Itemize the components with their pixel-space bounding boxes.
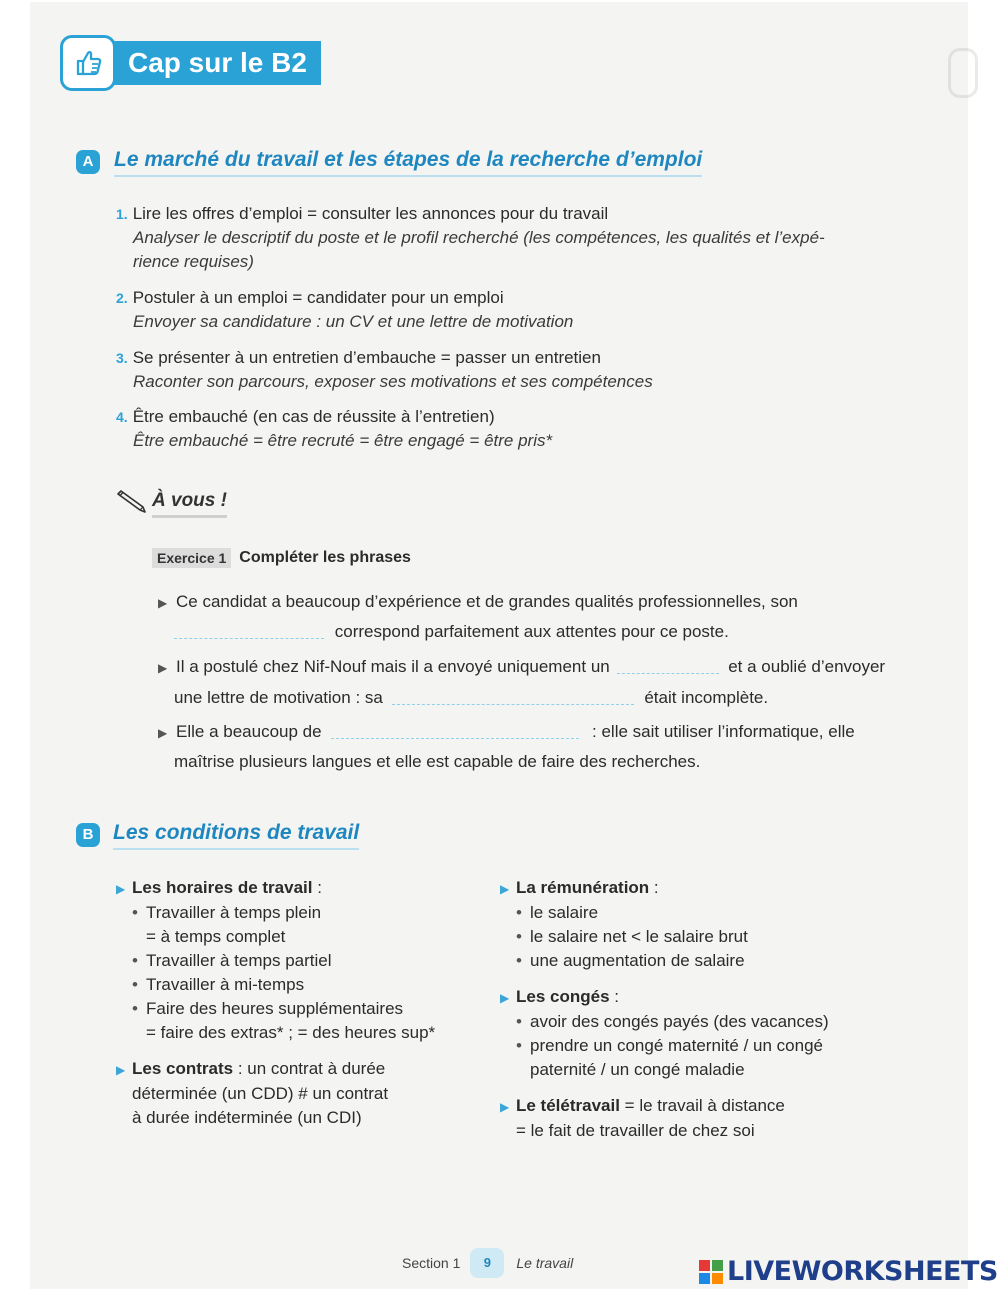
bullet-dot-icon: • — [132, 975, 138, 994]
exercise-sentence: ▶ Ce candidat a beaucoup d’expérience et de grandes qualités professionnelles, son — [158, 590, 928, 615]
triangle-bullet-icon: ▶ — [158, 726, 168, 740]
list-item — [116, 346, 926, 394]
section-a-title: Le marché du travail et les étapes de la recherche d’emploi — [114, 148, 702, 177]
logo-grid-icon — [699, 1260, 723, 1284]
exercise-sentence-cont: correspond parfaitement aux attentes pour ce poste. — [174, 620, 934, 644]
item-sub: Raconter son parcours, exposer ses motivations et ses compétences — [133, 372, 653, 391]
item-sub: rience requises) — [133, 252, 254, 271]
item-main: Postuler à un emploi = candidater pour un emploi — [132, 288, 504, 307]
footer-section: Section 1 — [402, 1255, 461, 1271]
section-b-title: Les conditions de travail — [113, 821, 359, 850]
logo-text: LIVEWORKSHEETS — [727, 1256, 998, 1287]
section-a-badge: A — [76, 150, 100, 174]
pencil-icon — [114, 488, 150, 521]
exercise-label: Exercice 1 — [152, 548, 231, 568]
bullet-dot-icon: • — [516, 927, 522, 946]
item-number: 1. — [116, 206, 128, 222]
conditions-left-column: ▶ Les horaires de travail : • Travailler à temps plein = à temps complet • Travailler à temps partiel • Travailler à mi-temps • Faire des heures supplémentaires = faire des extras* ; = des heures sup* ▶ Les contrats : un contrat à durée déterminée (un CDD) # un contrat à durée indéterminée (un CDI) — [116, 878, 436, 1127]
bullet-dot-icon: • — [132, 999, 138, 1018]
list-item — [116, 286, 926, 334]
triangle-bullet-icon: ▶ — [500, 882, 510, 896]
item-sub: Être embauché = être recruté = être engagé = être pris* — [133, 431, 553, 450]
item-sub: Envoyer sa candidature : un CV et une lettre de motivation — [133, 312, 574, 331]
footer-chapter: Le travail — [516, 1255, 574, 1271]
bullet-dot-icon: • — [516, 1036, 522, 1055]
triangle-bullet-icon: ▶ — [500, 991, 510, 1005]
exercise-sentence-cont: une lettre de motivation : sa était incomplète. — [174, 688, 769, 707]
header-banner — [60, 35, 321, 91]
triangle-bullet-icon: ▶ — [158, 661, 168, 675]
list-item — [116, 405, 926, 453]
exercise-sentence-cont: maîtrise plusieurs langues et elle est capable de faire des recherches. — [174, 752, 701, 771]
item-main: Lire les offres d’emploi = consulter les annonces pour du travail — [132, 204, 609, 223]
exercise-sentence: ▶ Il a postulé chez Nif-Nouf mais il a envoyé uniquement un et a oublié d’envoyer — [158, 655, 933, 680]
section-b-badge: B — [76, 823, 100, 847]
exercise-sentence: ▶ Elle a beaucoup de : elle sait utiliser l’informatique, elle — [158, 720, 928, 745]
liveworksheets-logo — [699, 1256, 998, 1287]
exercise-header — [152, 548, 411, 568]
bullet-dot-icon: • — [516, 951, 522, 970]
item-number: 3. — [116, 350, 128, 366]
item-sub: Analyser le descriptif du poste et le profil recherché (les compétences, les qualités et l’expé- — [133, 228, 825, 247]
bullet-dot-icon: • — [132, 951, 138, 970]
bullet-dot-icon: • — [516, 903, 522, 922]
item-number: 4. — [116, 409, 128, 425]
bleed-through-mark — [948, 48, 978, 98]
answer-blank[interactable] — [174, 622, 324, 639]
item-main: Être embauché (en cas de réussite à l’entretien) — [132, 407, 495, 426]
exercise-title: Compléter les phrases — [239, 549, 411, 566]
answer-blank[interactable] — [331, 722, 579, 739]
thumbs-up-icon — [60, 35, 116, 91]
bullet-dot-icon: • — [516, 1012, 522, 1031]
answer-blank[interactable] — [617, 657, 719, 674]
triangle-bullet-icon: ▶ — [116, 882, 126, 896]
page-title: Cap sur le B2 — [112, 41, 321, 85]
conditions-right-column: ▶ La rémunération : • le salaire • le salaire net < le salaire brut • une augmentation de salaire ▶ Les congés : • avoir des congés payés (des vacances) • prendre un congé maternité / un congé paternité / un congé maladie ▶ Le télétravail = le travail à distance = le fait de travailler de chez soi — [500, 878, 829, 1140]
page-number: 9 — [470, 1248, 504, 1278]
answer-blank[interactable] — [392, 688, 634, 705]
triangle-bullet-icon: ▶ — [116, 1063, 126, 1077]
avous-title: À vous ! — [152, 490, 227, 518]
triangle-bullet-icon: ▶ — [158, 596, 168, 610]
triangle-bullet-icon: ▶ — [500, 1100, 510, 1114]
list-item — [116, 202, 926, 274]
item-number: 2. — [116, 290, 128, 306]
page-footer — [402, 1248, 573, 1278]
item-main: Se présenter à un entretien d’embauche = passer un entretien — [132, 348, 601, 367]
bullet-dot-icon: • — [132, 903, 138, 922]
